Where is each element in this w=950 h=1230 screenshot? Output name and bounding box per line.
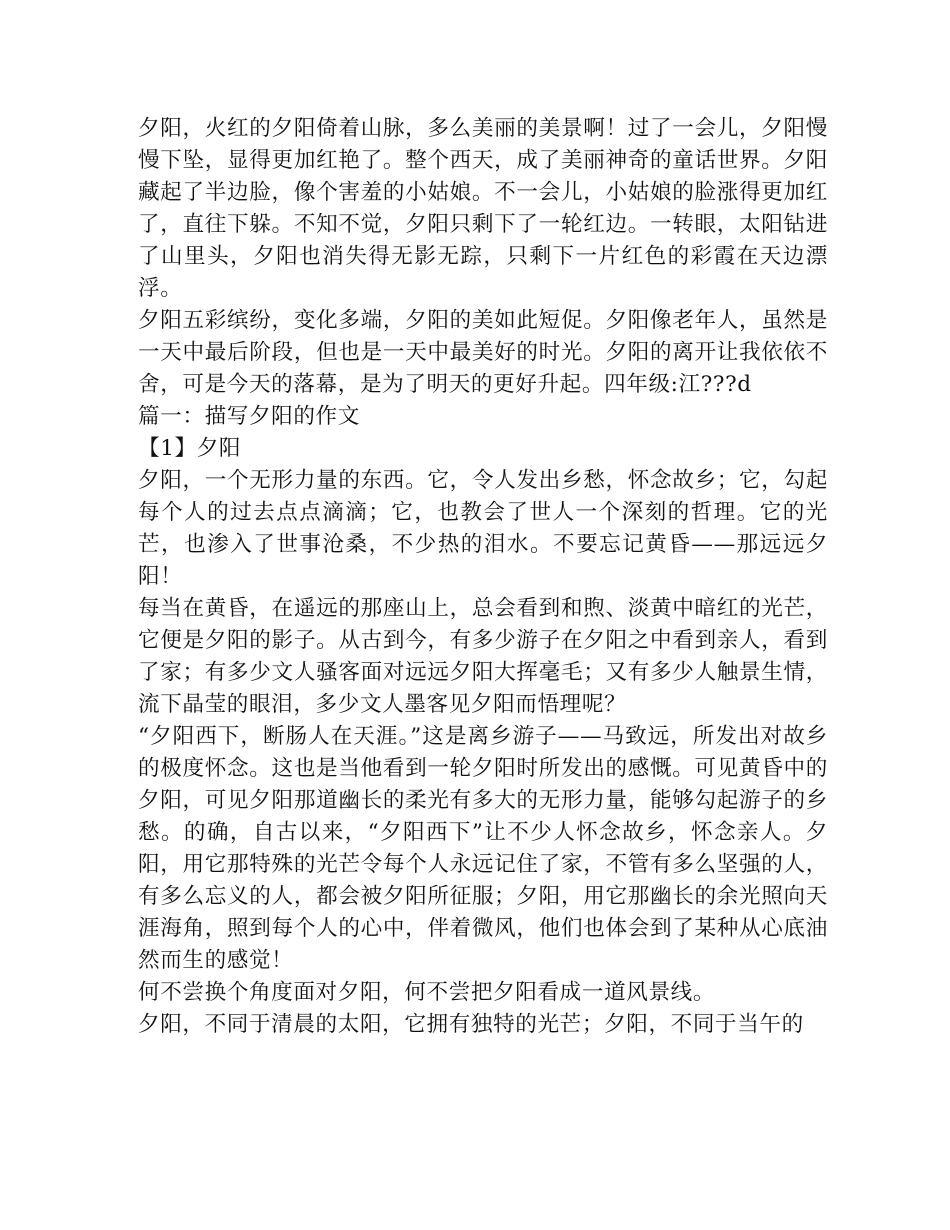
paragraph-quote: “夕阳西下，断肠人在天涯。”这是离乡游子——马致远，所发出对故乡的极度怀念。这也是当他看到一轮夕阳时所发出的感慨。可见黄昏中的夕阳，可见夕阳那道幽长的柔光有多大的无形力量，能够勾起游子的乡愁。的确，自古以来，“夕阳西下”让不少人怀念故乡，怀念亲人。夕阳，用它那特殊的光芒令每个人永远记住了家，不管有多么坚强的人，有多么忘义的人，都会被夕阳所征服；夕阳，用它那幽长的余光照向天涯海角，照到每个人的心中，伴着微风，他们也体会到了某种从心底油然而生的感觉！ [138, 724, 828, 973]
paragraph-sunset-description: 夕阳，火红的夕阳倚着山脉，多么美丽的美景啊！过了一会儿，夕阳慢慢下坠，显得更加红艳了。整个西天，成了美丽神奇的童话世界。夕阳藏起了半边脸，像个害羞的小姑娘。不一会儿，小姑娘的脸涨得更加红了，直往下躲。不知不觉，夕阳只剩下了一轮红边。一转眼，太阳钻进了山里头，夕阳也消失得无影无踪，只剩下一片红色的彩霞在天边漂浮。 [138, 116, 828, 301]
paragraph-sunset-reflection: 夕阳五彩缤纷，变化多端，夕阳的美如此短促。夕阳像老年人，虽然是一天中最后阶段，但也是一天中最美好的时光。夕阳的离开让我依依不舍，可是今天的落幕，是为了明天的更好升起。四年级:江???d [138, 308, 828, 397]
paragraph-dusk: 每当在黄昏，在遥远的那座山上，总会看到和煦、淡黄中暗红的光芒，它便是夕阳的影子。从古到今，有多少游子在夕阳之中看到亲人，看到了家；有多少文人骚客面对远远夕阳大挥毫毛；又有多少人触景生情，流下晶莹的眼泪，多少文人墨客见夕阳而悟理呢？ [138, 596, 828, 717]
paragraph-perspective: 何不尝换个角度面对夕阳，何不尝把夕阳看成一道风景线。 [138, 980, 716, 1005]
section-heading: 篇一：描写夕阳的作文 [138, 404, 360, 429]
paragraph-intro: 夕阳，一个无形力量的东西。它，令人发出乡愁，怀念故乡；它，勾起每个人的过去点点滴滴；它，也教会了世人一个深刻的哲理。它的光芒，也渗入了世事沧桑，不少热的泪水。不要忘记黄昏——那远远夕阳！ [138, 468, 828, 589]
document-body [138, 113, 828, 1041]
paragraph-comparison: 夕阳，不同于清晨的太阳，它拥有独特的光芒；夕阳，不同于当午的 [138, 1012, 804, 1037]
essay-title: 【1】夕阳 [138, 436, 242, 461]
